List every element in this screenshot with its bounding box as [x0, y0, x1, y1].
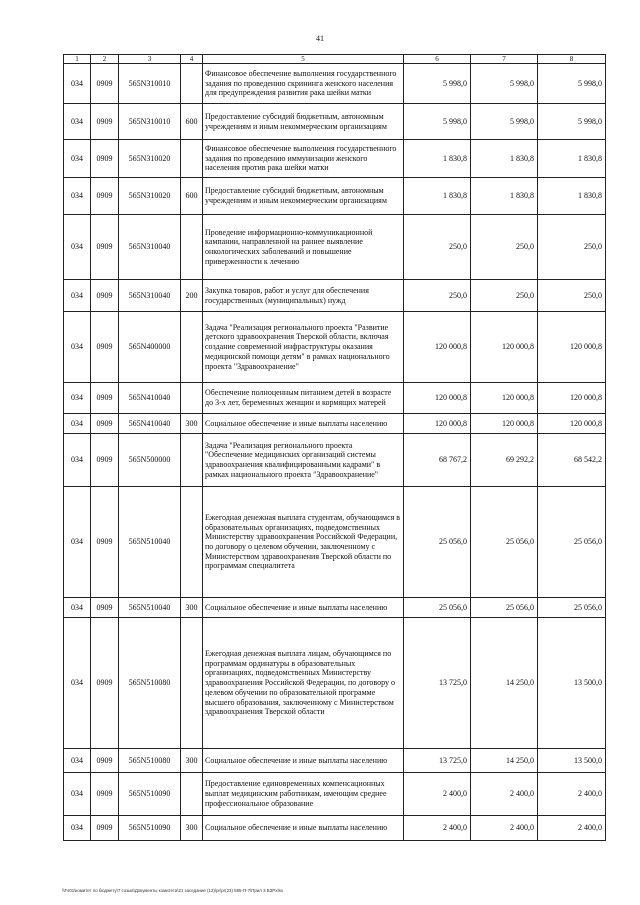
item-name-cell: Социальное обеспечение и иные выплаты населению [203, 414, 404, 434]
amount-year-2-cell: 14 250,0 [471, 618, 538, 749]
admin-code-cell: 034 [64, 280, 91, 312]
table-row [64, 773, 606, 816]
amount-year-1-cell: 1 830,8 [404, 140, 471, 178]
item-name-cell: Предоставление единовременных компенсационных выплат медицинским работникам, имеющим среднее профессиональное образование [203, 773, 404, 816]
target-article-cell: 565N310010 [119, 64, 181, 104]
section-code-cell: 0909 [91, 816, 119, 841]
amount-year-3-cell: 25 056,0 [538, 487, 606, 598]
amount-year-3-cell: 120 000,8 [538, 312, 606, 383]
amount-year-1-cell: 2 400,0 [404, 773, 471, 816]
expense-type-cell [181, 487, 203, 598]
amount-year-1-cell: 250,0 [404, 215, 471, 280]
item-name-cell: Ежегодная денежная выплата лицам, обучающимся по программам ординатуры в образовательных организациях, подведомственных Министерству здравоохранения Российской Федерации, по договору о целевом обучении по образовательной программе высшего образования, заключенному с Министерством здравоохранения Тверской области [203, 618, 404, 749]
amount-year-1-cell: 2 400,0 [404, 816, 471, 841]
section-code-cell: 0909 [91, 64, 119, 104]
page-number: 41 [316, 34, 324, 43]
item-name-cell: Финансовое обеспечение выполнения государственного задания по проведению иммунизации женского населения против рака шейки матки [203, 140, 404, 178]
section-code-cell: 0909 [91, 487, 119, 598]
target-article-cell: 565N310020 [119, 140, 181, 178]
table-row [64, 749, 606, 773]
target-article-cell: 565N310040 [119, 280, 181, 312]
section-code-cell: 0909 [91, 215, 119, 280]
section-code-cell: 0909 [91, 383, 119, 414]
header-row [64, 55, 606, 64]
amount-year-2-cell: 250,0 [471, 215, 538, 280]
table-row [64, 383, 606, 414]
amount-year-2-cell: 69 292,2 [471, 434, 538, 487]
expense-type-cell [181, 434, 203, 487]
amount-year-2-cell: 5 998,0 [471, 104, 538, 140]
budget-table [63, 54, 606, 841]
expense-type-cell: 600 [181, 104, 203, 140]
amount-year-3-cell: 2 400,0 [538, 816, 606, 841]
expense-type-cell: 600 [181, 178, 203, 215]
amount-year-1-cell: 68 767,2 [404, 434, 471, 487]
expense-type-cell [181, 773, 203, 816]
admin-code-cell: 034 [64, 140, 91, 178]
file-path-footer: \\Fs01\комитет по бюджету\7 созыв\Документы комитета\21 заседание (12)\pr\pr(23) 585-П-7\Прил 3 БЗР.xlsx [62, 888, 284, 893]
target-article-cell: 565N310010 [119, 104, 181, 140]
admin-code-cell: 034 [64, 414, 91, 434]
amount-year-3-cell: 120 000,8 [538, 383, 606, 414]
item-name-cell: Предоставление субсидий бюджетным, автономным учреждениям и иным некоммерческим организациям [203, 104, 404, 140]
amount-year-2-cell: 14 250,0 [471, 749, 538, 773]
header-cell-2: 2 [91, 55, 119, 64]
amount-year-2-cell: 120 000,8 [471, 312, 538, 383]
expense-type-cell [181, 64, 203, 104]
amount-year-2-cell: 2 400,0 [471, 816, 538, 841]
section-code-cell: 0909 [91, 104, 119, 140]
amount-year-1-cell: 250,0 [404, 280, 471, 312]
admin-code-cell: 034 [64, 104, 91, 140]
section-code-cell: 0909 [91, 140, 119, 178]
header-cell-1: 1 [64, 55, 91, 64]
item-name-cell: Задача "Реализация регионального проекта "Развитие детского здравоохранения Тверской области, включая создание современной инфраструктуры оказания медицинской помощи детям" в рамках национального проекта "Здравоохранение" [203, 312, 404, 383]
amount-year-2-cell: 25 056,0 [471, 487, 538, 598]
amount-year-3-cell: 250,0 [538, 215, 606, 280]
table-row [64, 414, 606, 434]
target-article-cell: 565N400000 [119, 312, 181, 383]
target-article-cell: 565N510040 [119, 598, 181, 618]
amount-year-3-cell: 120 000,8 [538, 414, 606, 434]
admin-code-cell: 034 [64, 816, 91, 841]
admin-code-cell: 034 [64, 773, 91, 816]
amount-year-1-cell: 1 830,8 [404, 178, 471, 215]
expense-type-cell [181, 312, 203, 383]
amount-year-1-cell: 120 000,8 [404, 383, 471, 414]
item-name-cell: Финансовое обеспечение выполнения государственного задания по проведению скрининга женского населения для предупреждения развития рака шейки матки [203, 64, 404, 104]
amount-year-3-cell: 13 500,0 [538, 618, 606, 749]
amount-year-3-cell: 1 830,8 [538, 178, 606, 215]
section-code-cell: 0909 [91, 773, 119, 816]
amount-year-1-cell: 25 056,0 [404, 598, 471, 618]
amount-year-1-cell: 25 056,0 [404, 487, 471, 598]
table-row [64, 280, 606, 312]
target-article-cell: 565N310040 [119, 215, 181, 280]
table-row [64, 178, 606, 215]
expense-type-cell [181, 618, 203, 749]
expense-type-cell [181, 140, 203, 178]
header-cell-4: 4 [181, 55, 203, 64]
section-code-cell: 0909 [91, 312, 119, 383]
section-code-cell: 0909 [91, 414, 119, 434]
admin-code-cell: 034 [64, 178, 91, 215]
amount-year-3-cell: 68 542,2 [538, 434, 606, 487]
table-row [64, 434, 606, 487]
amount-year-1-cell: 13 725,0 [404, 749, 471, 773]
amount-year-3-cell: 250,0 [538, 280, 606, 312]
amount-year-3-cell: 2 400,0 [538, 773, 606, 816]
section-code-cell: 0909 [91, 280, 119, 312]
table-row [64, 140, 606, 178]
item-name-cell: Закупка товаров, работ и услуг для обеспечения государственных (муниципальных) нужд [203, 280, 404, 312]
target-article-cell: 565N410040 [119, 414, 181, 434]
target-article-cell: 565N510090 [119, 773, 181, 816]
item-name-cell: Обеспечение полноценным питанием детей в возрасте до 3-х лет, беременных женщин и кормящих матерей [203, 383, 404, 414]
expense-type-cell: 300 [181, 414, 203, 434]
table-row [64, 618, 606, 749]
target-article-cell: 565N310020 [119, 178, 181, 215]
amount-year-3-cell: 5 998,0 [538, 64, 606, 104]
table-row [64, 64, 606, 104]
header-cell-6: 6 [404, 55, 471, 64]
admin-code-cell: 034 [64, 598, 91, 618]
amount-year-2-cell: 2 400,0 [471, 773, 538, 816]
section-code-cell: 0909 [91, 434, 119, 487]
amount-year-2-cell: 25 056,0 [471, 598, 538, 618]
amount-year-1-cell: 5 998,0 [404, 64, 471, 104]
target-article-cell: 565N510080 [119, 618, 181, 749]
item-name-cell: Социальное обеспечение и иные выплаты населению [203, 749, 404, 773]
amount-year-1-cell: 13 725,0 [404, 618, 471, 749]
item-name-cell: Ежегодная денежная выплата студентам, обучающимся в образовательных организациях, подведомственных Министерству здравоохранения Российской Федерации, по договору о целевом обучении, заключенному с Министерством здравоохранения Тверской области по программам специалитета [203, 487, 404, 598]
expense-type-cell: 200 [181, 280, 203, 312]
amount-year-2-cell: 1 830,8 [471, 178, 538, 215]
header-cell-8: 8 [538, 55, 606, 64]
item-name-cell: Социальное обеспечение и иные выплаты населению [203, 816, 404, 841]
amount-year-2-cell: 120 000,8 [471, 383, 538, 414]
item-name-cell: Социальное обеспечение и иные выплаты населению [203, 598, 404, 618]
admin-code-cell: 034 [64, 312, 91, 383]
amount-year-3-cell: 25 056,0 [538, 598, 606, 618]
admin-code-cell: 034 [64, 434, 91, 487]
amount-year-2-cell: 1 830,8 [471, 140, 538, 178]
section-code-cell: 0909 [91, 749, 119, 773]
table-row [64, 598, 606, 618]
item-name-cell: Задача "Реализация регионального проекта "Обеспечение медицинских организаций системы здравоохранения квалифицированными кадрами" в рамках национального проекта "Здравоохранение" [203, 434, 404, 487]
item-name-cell: Проведение информационно-коммуникационной кампании, направленной на раннее выявление онкологических заболеваний и повышение приверженности к лечению [203, 215, 404, 280]
amount-year-2-cell: 250,0 [471, 280, 538, 312]
target-article-cell: 565N510080 [119, 749, 181, 773]
amount-year-3-cell: 13 500,0 [538, 749, 606, 773]
admin-code-cell: 034 [64, 749, 91, 773]
target-article-cell: 565N410040 [119, 383, 181, 414]
header-cell-5: 5 [203, 55, 404, 64]
admin-code-cell: 034 [64, 215, 91, 280]
expense-type-cell: 300 [181, 816, 203, 841]
table-row [64, 312, 606, 383]
item-name-cell: Предоставление субсидий бюджетным, автономным учреждениям и иным некоммерческим организациям [203, 178, 404, 215]
target-article-cell: 565N510040 [119, 487, 181, 598]
amount-year-1-cell: 120 000,8 [404, 414, 471, 434]
expense-type-cell: 300 [181, 598, 203, 618]
amount-year-1-cell: 5 998,0 [404, 104, 471, 140]
target-article-cell: 565N500000 [119, 434, 181, 487]
amount-year-1-cell: 120 000,8 [404, 312, 471, 383]
header-cell-7: 7 [471, 55, 538, 64]
amount-year-2-cell: 120 000,8 [471, 414, 538, 434]
table-row [64, 215, 606, 280]
admin-code-cell: 034 [64, 383, 91, 414]
section-code-cell: 0909 [91, 178, 119, 215]
section-code-cell: 0909 [91, 598, 119, 618]
expense-type-cell: 300 [181, 749, 203, 773]
admin-code-cell: 034 [64, 487, 91, 598]
header-cell-3: 3 [119, 55, 181, 64]
admin-code-cell: 034 [64, 64, 91, 104]
target-article-cell: 565N510090 [119, 816, 181, 841]
expense-type-cell [181, 383, 203, 414]
table-row [64, 487, 606, 598]
amount-year-3-cell: 1 830,8 [538, 140, 606, 178]
table-row [64, 104, 606, 140]
expense-type-cell [181, 215, 203, 280]
admin-code-cell: 034 [64, 618, 91, 749]
table-row [64, 816, 606, 841]
section-code-cell: 0909 [91, 618, 119, 749]
amount-year-2-cell: 5 998,0 [471, 64, 538, 104]
amount-year-3-cell: 5 998,0 [538, 104, 606, 140]
